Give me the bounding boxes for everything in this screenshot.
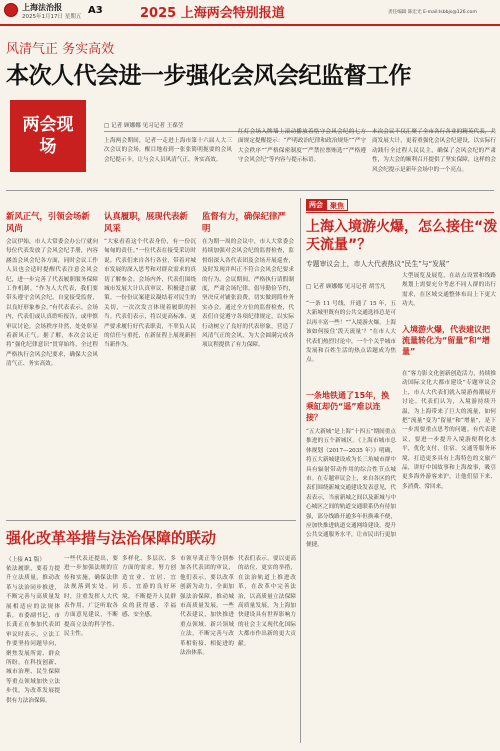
lead-col-3: 在为期一周的会议中，市人大常委会持续加强对会风会纪的监督检查，监督组深入各代表团及会场开展巡查，及时发现并纠正不符合会风会纪要求的行为。会议期间，严格执行请假制度，严肃会场纪律，倡导勤俭节约，坚决反对铺张浪费，切实做到简朴务实办会。通过全方位的监督检查，代表们自觉遵守各项纪律规定，以实际行动树立了良好的代表形象，营造了风清气正的会风，为大会圆满完成各项议程提供了有力保障。 <box>202 239 294 349</box>
right-col-d: 在“客力影文化创新创造活力，持续推动国际文化大都市建设”专题审议会上，市人大代表们就入境游热潮展开讨论。代表们认为，入境游持续升温，为上海带来了巨大的流量，如何把“流量”变为“留量”和“增量”，是下一步需要重点思考的问题。有代表建议，要进一步提升入境游便利化水平，优化支付、住宿、交通等服务环境，打造更多具有上海特色的文旅产品，讲好中国故事和上海故事，吸引更多海外游客来沪，让他们留下来、多消费、常回来。 <box>402 371 496 490</box>
right-badge <box>306 199 348 211</box>
lead-subhead-2: 认真履职，展现代表新风采 <box>104 211 188 233</box>
right-headline: 上海入境游火爆，怎么接住“泼天流量”？ <box>306 219 498 253</box>
bottom-col-4: 市领导龚正等分别参加各代表团的审议，他们表示，要以改革创新为动力，全面加强法治保障，推动城市高质量发展。一些代表建议，加快推进重点领域、新兴领域立法，不断完善与改革相衔接、相促进的法治体系。 <box>180 556 234 657</box>
lead-headline: 本次人代会进一步强化会风会纪监督工作 <box>6 63 411 89</box>
lead-kicker: 风清气正 务实高效 <box>6 42 115 57</box>
court-emblem-icon <box>4 3 18 17</box>
right-col-c: 大型展览及展览，在站点设置和线路规划上需要充分考虑不同人群的出行需求，在区域交通整体布局上下更大功夫。 <box>402 273 496 308</box>
masthead <box>0 0 500 24</box>
lead-col-2: “大家看着这个代表身份，有一份沉甸甸的责任。”一位代表在接受采访时说。代表们来自各行各业，带着对城市发展的深入思考和对群众需求的真切了解参会。会场内外，代表们围绕城市发展大计认真审议、积极建言献策。一份份议案建议凝结着对民生的关切，一次次发言体现着履职的担当。代表们表示，将以更高标准、更严要求履行好代表职责，不辜负人民的信任与重托，在新征程上展现新担当新作为。 <box>104 239 196 349</box>
bottom-story-rule <box>6 520 296 521</box>
right-col-a: “一条 11 号线，开通了 15 年，五大新城里既有的公共交通选择总是可以再丰富一些！”“入境游火爆，上海该如何接住‘泼天流量’？”在市人大代表们热烈讨论中，一个个关乎城市发展和百姓生活的热点话题成为焦点。 <box>306 301 396 364</box>
right-badge-a: 两会 <box>306 199 326 211</box>
lead-byline: □ 记者 顾娜娜 见习记者 王葆莹 <box>104 123 184 129</box>
lead-badge-label: 两会现场 <box>22 115 74 157</box>
lead-section-rule <box>6 190 494 191</box>
bottom-headline: 强化改革举措与法治保障的联动 <box>6 529 217 547</box>
editor-info: 责任编辑 陈宏光 E-mail:lsbbjs@126.com <box>388 10 477 15</box>
lead-para-1: 上海两会期间，记者一走进上海市第十六届人大三次会议的会场，醒目地看到一张张简明扼要的会风会纪提示卡，让与会人员风清气正、务实高效。 <box>104 138 232 163</box>
masthead-rule <box>0 24 500 26</box>
lead-para-2: 红灯会场入牌墙上滚动播放着恪守会风会纪的七方面规定提醒提示：“严明政治纪律和政治规矩”“严守大会秩序”“严格保密制度”“严禁拉票贿选”“严格遵守会风会纪”等内容与提示标语。 <box>238 129 366 164</box>
right-story-divider <box>300 198 301 743</box>
issue-date: 2025年1月17日 星期五 <box>22 14 82 20</box>
paper-name: 上海法治报 <box>22 3 62 12</box>
right-badge-rule <box>306 212 494 213</box>
bottom-col-2: 一些代表还提出，要进一步加强法规的宣传和实施，确保法律法规落到实处。同时，注重发挥人大代表作用，广泛听取各方面意见建议，不断提高立法的科学性、民主性。 <box>64 556 118 638</box>
right-byline: □ 记者 顾娜娜 见习记者 胡雪凡 <box>306 284 386 290</box>
right-subhead-a: 一条地铁通了15年，换乘缸却仍“遥”难以连接？ <box>306 391 390 422</box>
lead-badge <box>10 100 86 172</box>
lead-subhead-3: 监督有力，确保纪律严明 <box>202 211 286 233</box>
page-number: A3 <box>88 5 103 16</box>
right-col-b: “五大新城”是上海“十四五”期间重点推进的五个新城区。《上海市城市总体规划（2017—2035 年）》明确，将五大新城建设成为长三角城市群中具有辐射带动作用的综合性节点城市。在专题审议会上，来自各区的代表们围绕新城交通建设发表意见，代表表示，当前新城之间以及新城与中心城区之间的轨道交通联系仍有待加强，部分线路开通多年但换乘不便，应加快推进轨道交通网络建设，提升公共交通服务水平，让市民出行更加便捷。 <box>306 429 396 548</box>
bottom-col-3: 多样化、多层次、多方面的需求，努力创造宜业、宜居、宜乐、宜游的良好环境，不断提升人民群众的获得感、幸福感、安全感。 <box>122 556 176 619</box>
lead-col-1: 会议伊始，市人大常委会办公厅就向每位代表发放了会风会纪手册，内容涵盖会风会纪各方面，同时会议工作人员也会适时提醒代表注意会风会纪，进一步完善了代表履职服务保障工作机制。“作为人大代表，我们要带头遵守会风会纪，自觉接受监督，以良好形象参会。”有代表表示。会场内，代表们或认真聆听报告，或审慎审议讨论，会场秩序井然，处处彰显着新风正气。据了解，本次会议还将“强化纪律意识”贯穿始终，全过程严格执行会风会纪要求，确保大会风清气正、务实高效。 <box>6 239 98 368</box>
lead-subhead-1: 新风正气，引领会场新风尚 <box>6 211 90 233</box>
right-badge-b: 聚焦 <box>326 199 348 211</box>
bottom-byline: （上接 A1 版） <box>6 557 45 563</box>
right-subhead: 专题审议会上，市人大代表热议“民生”与“发展” <box>306 260 450 268</box>
bottom-col-1: 依法履职，要着力提升立法质量，推动改革与法治同步推进，不断完善与高质量发展相适应的法规体系。市委副书记、市长龚正在参加代表团审议时表示，立法工作要坚持问题导向，聚焦发展所需、群众所盼，在科技创新、城市治理、民生保障等重点领域加快立法步伐，为改革发展提供有力法治保障。 <box>6 566 60 704</box>
bottom-col-5: 代表们表示，要以更高的站位、更实的举措，在法治轨道上推进改革，在改革中完善法治，以高质量立法保障高质量发展，为上海加快建设具有世界影响力的社会主义现代化国际大都市作出新的更大贡献。 <box>238 556 296 647</box>
right-subhead-b: 入境游火爆，代表建议把流量转化为“留量”和“增量” <box>402 325 490 356</box>
lead-para-3: 本次会议不仅汇聚了全市各行各业的精英代表，共商发展大计，更着重强化会风会纪建设，以实际行动践行全过程人民民主，确保了会风会纪的严肃性，为大会的顺利召开提供了坚实保障，这样的会风会纪提示是新年会场中的一个亮点。 <box>372 129 496 173</box>
section-title: 2025 上海两会特别报道 <box>140 6 285 21</box>
